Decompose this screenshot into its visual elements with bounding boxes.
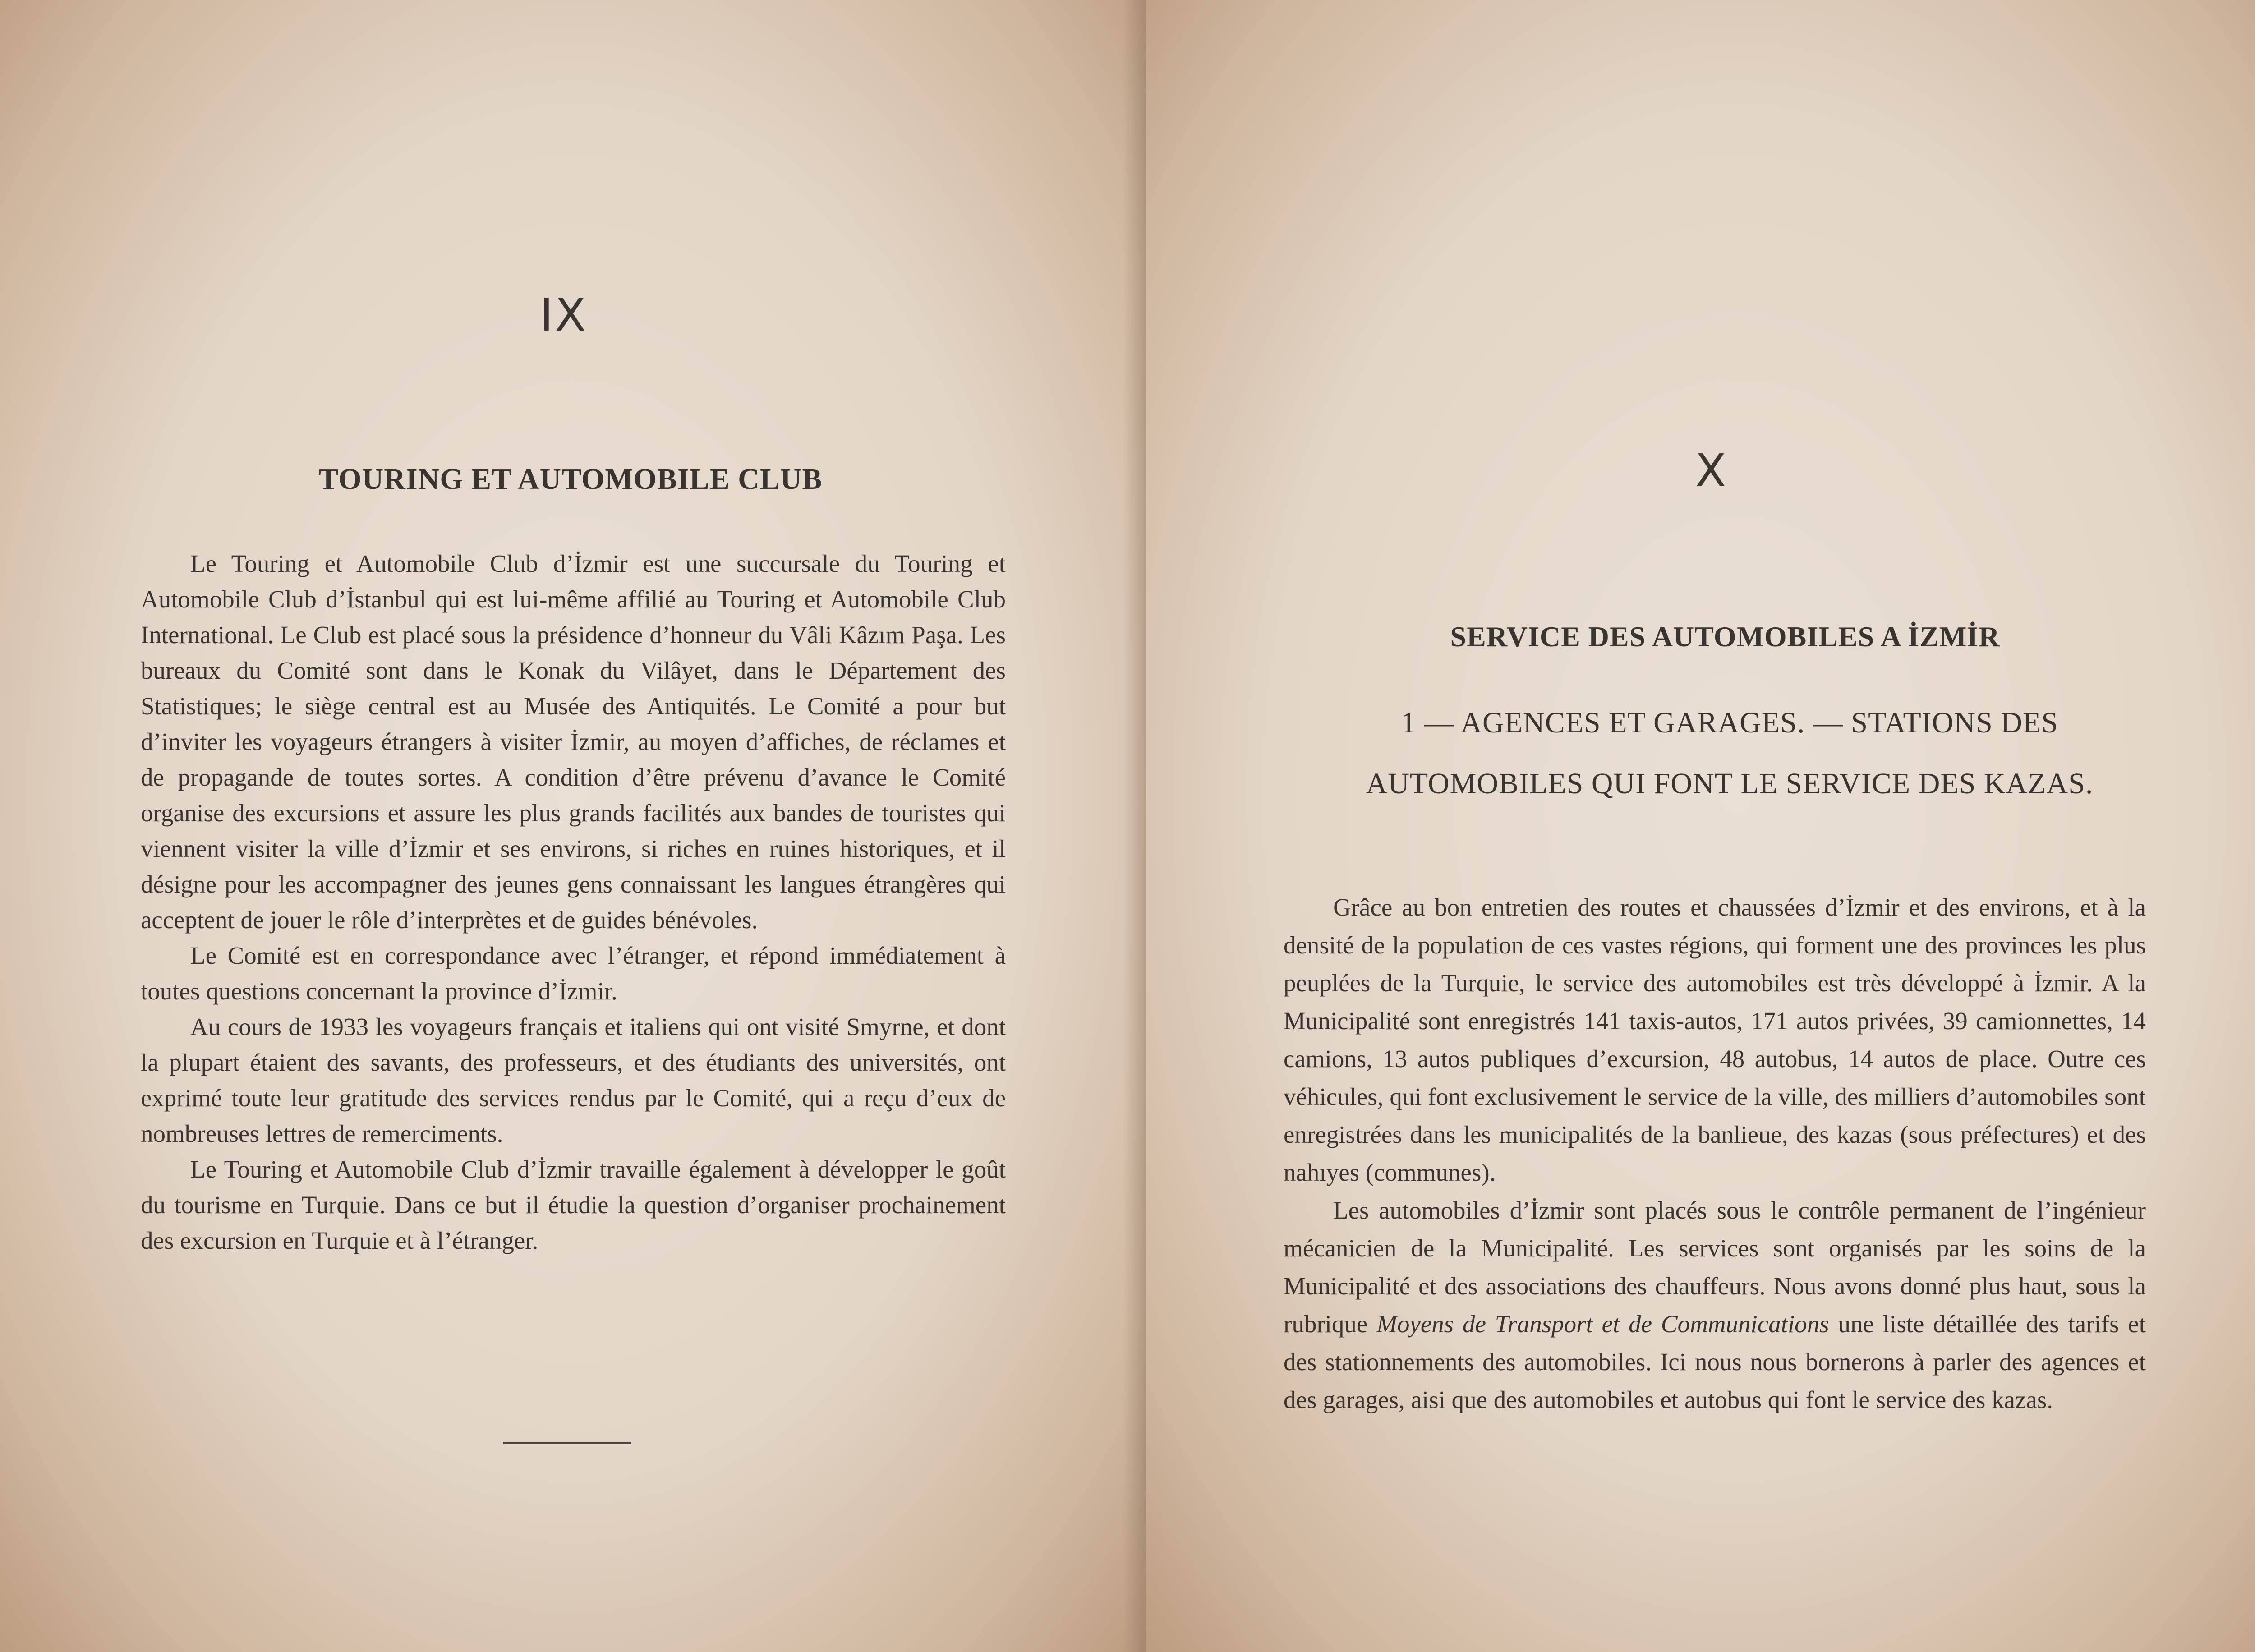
- left-page-body: [141, 546, 1006, 1258]
- right-page-subtitle-line-2: AUTOMOBILES QUI FONT LE SERVICE DES KAZAS.: [1366, 767, 2094, 800]
- rubric-title: Moyens de Transport et de Communications: [1376, 1310, 1829, 1338]
- right-page-title: SERVICE DES AUTOMOBILES A İZMİR: [1450, 621, 2000, 653]
- right-paragraph-2-end: une liste détaillée des tarifs et des stationnements des automobiles. Ici nous nous bornerons à parler des agences et des garages, aisi que des automobiles et autobus qui font le service des kazas.: [1284, 1310, 2146, 1413]
- right-page: [1146, 0, 2255, 1652]
- left-page-title: TOURING ET AUTOMOBILE CLUB: [318, 463, 823, 496]
- chapter-numeral-right: X: [1695, 444, 1728, 497]
- left-paragraph-4: Le Touring et Automobile Club d’İzmir travaille également à développer le goût du tourisme en Turquie. Dans ce but il étudie la question d’organiser prochainement des excursion en Turquie et à l’étranger.: [141, 1155, 1006, 1254]
- right-paragraph-2-start: Les automobiles d’İzmir sont placés sous le contrôle permanent de l’ingénieur mécanicien de la Municipalité. Les services sont organisés par les soins de la Municipalité et des associations des chauffeurs. Nous avons donné plus haut, sous la rubrique: [1284, 1196, 2146, 1338]
- left-paragraph-2: Le Comité est en correspondance avec l’étranger, et répond immédiatement à toutes questions concernant la province d’İzmir.: [141, 942, 1006, 1005]
- right-paragraph-1: Grâce au bon entretien des routes et chaussées d’İzmir et des environs, et à la densité de la population de ces vastes régions, qui forment une des provinces les plus peuplées de la Turquie, le service des automobiles est très développé à İzmir. A la Municipalité sont enregistrés 141 taxis-autos, 171 autos privées, 39 camionnettes, 14 camions, 13 autos publiques d’excursion, 48 autobus, 14 autos de place. Outre ces véhicules, qui font exclusivement le service de la ville, des milliers d’automobiles sont enregistrées dans les municipalités de la banlieue, des kazas (sous préfectures) et des nahıyes (communes).: [1284, 893, 2146, 1186]
- right-page-subtitle-line-1: 1 — AGENCES ET GARAGES. — STATIONS DES: [1401, 706, 2058, 739]
- right-paragraph-2: [1284, 1192, 2146, 1419]
- left-paragraph-3: Au cours de 1933 les voyageurs français et italiens qui ont visité Smyrne, et dont la plupart étaient des savants, des professeurs, et des étudiants des universités, ont exprimé toute leur gratitude des services rendus par le Comité, qui a reçu d’eux de nombreuses lettres de remerciments.: [141, 1013, 1006, 1147]
- left-paragraph-1: Le Touring et Automobile Club d’İzmir est une succursale du Touring et Automobile Club d’İstanbul qui est lui-même affilié au Touring et Automobile Club International. Le Club est placé sous la présidence d’honneur du Vâli Kâzım Paşa. Les bureaux du Comité sont dans le Konak du Vilâyet, dans le Département des Statistiques; le siège central est au Musée des Antiquités. Le Comité a pour but d’inviter les voyageurs étrangers à visiter İzmir, au moyen d’affiches, de réclames et de propagande de toutes sortes. A condition d’être prévenu d’avance le Comité organise des excursions et assure les plus grands facilités aux bandes de touristes qui viennent visiter la ville d’İzmir et ses environs, si riches en ruines historiques, et il désigne pour les accompagner des jeunes gens connaissant les langues étrangères qui acceptent de jouer le rôle d’interprètes et de guides bénévoles.: [141, 550, 1006, 934]
- right-page-body: [1284, 888, 2146, 1419]
- chapter-numeral-left: IX: [540, 289, 588, 341]
- end-rule: [503, 1442, 631, 1444]
